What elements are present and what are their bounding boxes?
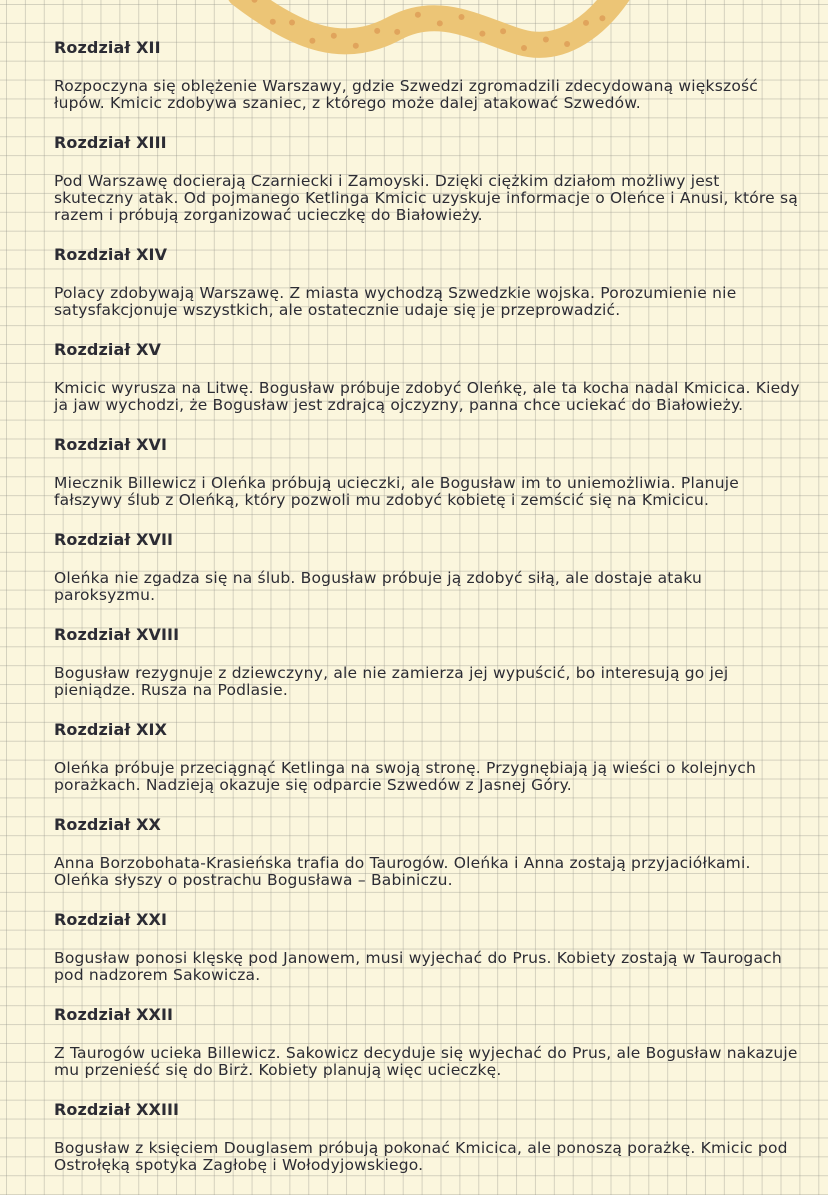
chapter-text: Kmicic wyrusza na Litwę. Bogusław próbuje zdobyć Oleńkę, ale ta kocha nadal Kmicica. Kiedy ja jaw wychodzi, że Bogusław jest zdrajcą ojczyzny, panna chce uciekać do Białowieży. <box>54 379 800 414</box>
squiggle-dot <box>479 31 485 37</box>
chapter-text: Bogusław z księciem Douglasem próbują pokonać Kmicica, ale ponoszą porażkę. Kmicic pod Ostrołęką spotyka Zagłobę i Wołodyjowskiego. <box>54 1139 788 1174</box>
chapter-22 <box>54 1005 802 1079</box>
chapter-15 <box>54 340 802 414</box>
chapter-23 <box>54 1100 802 1174</box>
chapter-title: Rozdział XIX <box>54 720 168 739</box>
squiggle-dot <box>459 14 465 20</box>
squiggle-dot <box>415 12 421 18</box>
chapter-text: Oleńka nie zgadza się na ślub. Bogusław próbuje ją zdobyć siłą, ale dostaje ataku paroksyzmu. <box>54 569 702 604</box>
chapter-17 <box>54 530 802 604</box>
chapter-text: Miecznik Billewicz i Oleńka próbują ucieczki, ale Bogusław im to uniemożliwia. Planuje fałszywy ślub z Oleńką, który pozwoli mu zdobyć kobietę i zemścić się na Kmicicu. <box>54 474 739 509</box>
squiggle-dot <box>394 29 400 35</box>
chapter-title: Rozdział XXII <box>54 1005 174 1024</box>
squiggle-dot <box>270 19 276 25</box>
chapter-20 <box>54 815 802 889</box>
chapter-text: Bogusław rezygnuje z dziewczyny, ale nie zamierza jej wypuścić, bo interesują go jej pieniądze. Rusza na Podlasie. <box>54 664 729 699</box>
chapter-13 <box>54 133 802 224</box>
chapter-12 <box>54 38 802 112</box>
chapter-text: Z Taurogów ucieka Billewicz. Sakowicz decyduje się wyjechać do Prus, ale Bogusław nakazuje mu przenieść się do Birż. Kobiety planują więc ucieczkę. <box>54 1044 798 1079</box>
chapter-14 <box>54 245 802 319</box>
squiggle-dot <box>374 28 380 34</box>
squiggle-dot <box>500 28 506 34</box>
chapter-text: Rozpoczyna się oblężenie Warszawy, gdzie Szwedzi zgromadzili zdecydowaną większość łupów. Kmicic zdobywa szaniec, z którego może dalej atakować Szwedów. <box>54 77 759 112</box>
chapter-text: Polacy zdobywają Warszawę. Z miasta wychodzą Szwedzkie wojska. Porozumienie nie satysfakcjonuje wszystkich, ale ostatecznie udaje się je przeprowadzić. <box>54 284 737 319</box>
squiggle-dot <box>289 20 295 26</box>
chapter-16 <box>54 435 802 509</box>
squiggle-dot <box>583 20 589 26</box>
chapter-title: Rozdział XIII <box>54 133 167 152</box>
chapter-title: Rozdział XVI <box>54 435 168 454</box>
chapter-text: Pod Warszawę docierają Czarniecki i Zamoyski. Dzięki ciężkim działom możliwy jest skuteczny atak. Od pojmanego Ketlinga Kmicic uzyskuje informacje o Oleńce i Anusi, które są razem i próbują zorganizować ucieczkę do Białowieży. <box>54 172 798 224</box>
squiggle-dot <box>437 20 443 26</box>
chapter-text: Oleńka próbuje przeciągnąć Ketlinga na swoją stronę. Przygnębiają ją wieści o kolejnych porażkach. Nadzieją okazuje się odparcie Szwedów z Jasnej Góry. <box>54 759 757 794</box>
chapter-title: Rozdział XVII <box>54 530 174 549</box>
chapter-title: Rozdział XV <box>54 340 161 359</box>
chapter-title: Rozdział XX <box>54 815 161 834</box>
chapter-text: Bogusław ponosi klęskę pod Janowem, musi wyjechać do Prus. Kobiety zostają w Taurogach pod nadzorem Sakowicza. <box>54 949 782 984</box>
squiggle-dot <box>252 0 258 3</box>
chapter-21 <box>54 910 802 984</box>
chapter-19 <box>54 720 802 794</box>
chapter-title: Rozdział XVIII <box>54 625 180 644</box>
chapter-title: Rozdział XII <box>54 38 161 57</box>
squiggle-dot <box>599 15 605 21</box>
chapter-title: Rozdział XXIII <box>54 1100 180 1119</box>
chapter-title: Rozdział XIV <box>54 245 168 264</box>
document-body <box>54 38 802 1195</box>
chapter-title: Rozdział XXI <box>54 910 168 929</box>
chapter-text: Anna Borzobohata-Krasieńska trafia do Taurogów. Oleńka i Anna zostają przyjaciółkami. Oleńka słyszy o postrachu Bogusława – Babiniczu. <box>54 854 751 889</box>
chapter-18 <box>54 625 802 699</box>
